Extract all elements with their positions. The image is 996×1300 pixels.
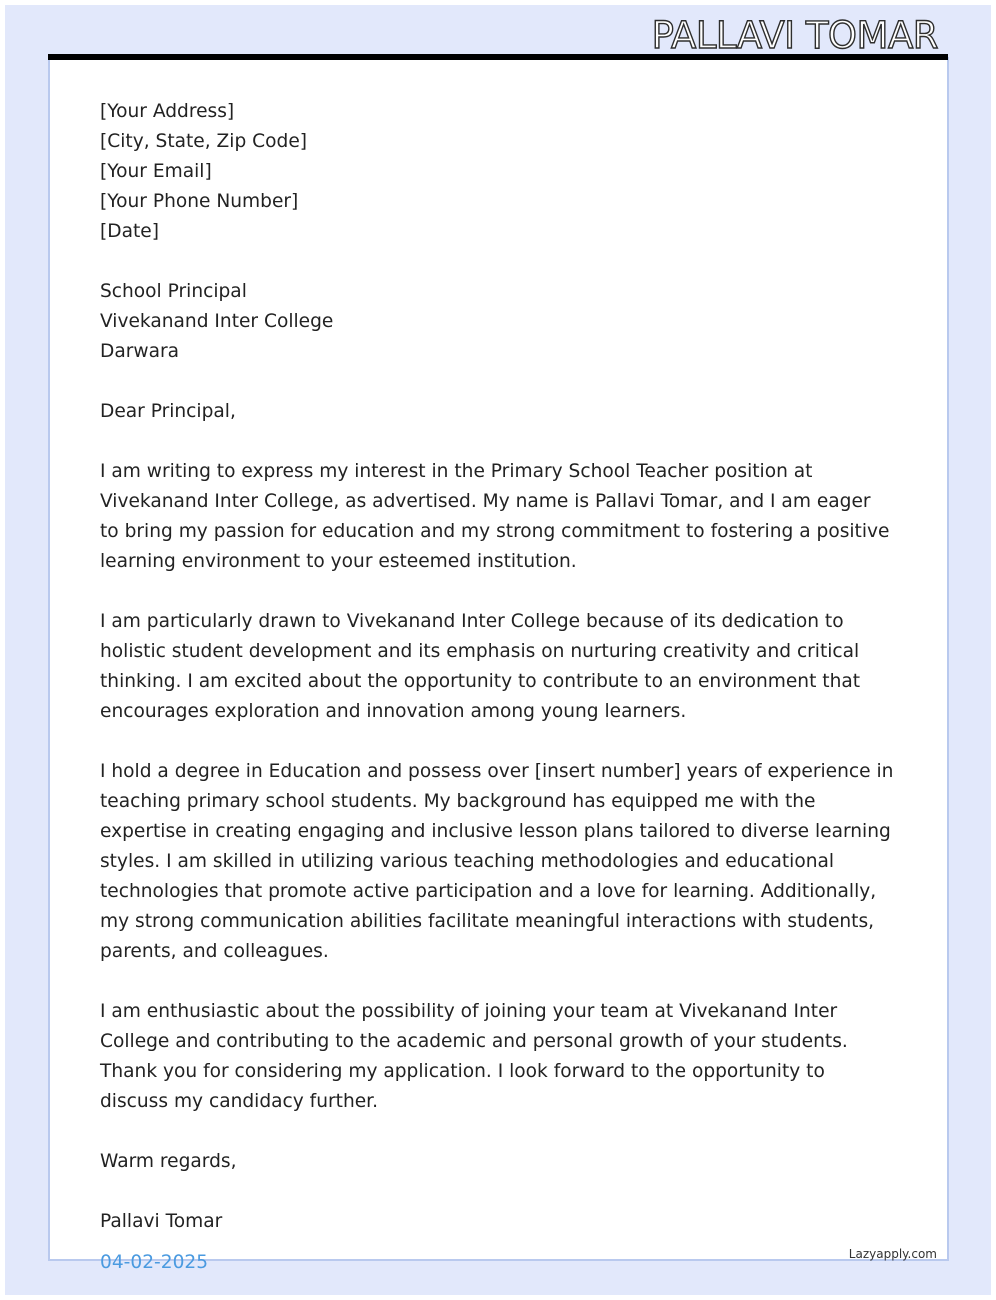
recipient-title: School Principal xyxy=(100,281,247,302)
sender-block xyxy=(100,97,900,247)
sender-phone: [Your Phone Number] xyxy=(100,191,299,212)
body-paragraph: I am particularly drawn to Vivekanand Inter College because of its dedication to holistic student development and its emphasis on nurturing creativity and critical thinking. I am excited about the opportunity to contribute to an environment that encourages exploration and innovation among young learners. xyxy=(100,611,861,722)
footer-date: 04-02-2025 xyxy=(100,1252,209,1273)
recipient-location: Darwara xyxy=(100,341,179,362)
body-paragraph: I am enthusiastic about the possibility of joining your team at Vivekanand Inter College and contributing to the academic and personal growth of your students. Thank you for considering my application. I look forward to the opportunity to discuss my candidacy further. xyxy=(100,1001,848,1112)
applicant-name-header: PALLAVI TOMAR xyxy=(651,14,938,57)
salutation: Dear Principal, xyxy=(100,401,236,422)
sender-date: [Date] xyxy=(100,221,159,242)
signature-name: Pallavi Tomar xyxy=(100,1211,223,1232)
sender-address: [Your Address] xyxy=(100,101,235,122)
sender-city-state-zip: [City, State, Zip Code] xyxy=(100,131,308,152)
sender-email: [Your Email] xyxy=(100,161,212,182)
brand-watermark: Lazyapply.com xyxy=(848,1247,937,1261)
recipient-organization: Vivekanand Inter College xyxy=(100,311,334,332)
body-paragraph: I hold a degree in Education and possess over [insert number] years of experience in teaching primary school students. My background has equipped me with the expertise in creating engaging and inclusive lesson plans tailored to diverse learning styles. I am skilled in utilizing various teaching methodologies and educational technologies that promote active participation and a love for learning. Additionally, my strong communication abilities facilitate meaningful interactions with students, parents, and colleagues. xyxy=(100,761,894,962)
closing: Warm regards, xyxy=(100,1151,237,1172)
cover-letter xyxy=(100,97,900,1267)
recipient-block xyxy=(100,277,900,367)
body-paragraph: I am writing to express my interest in the Primary School Teacher position at Vivekanand Inter College, as advertised. My name is Pallavi Tomar, and I am eager to bring my passion for education and my strong commitment to fostering a positive learning environment to your esteemed institution. xyxy=(100,461,890,572)
